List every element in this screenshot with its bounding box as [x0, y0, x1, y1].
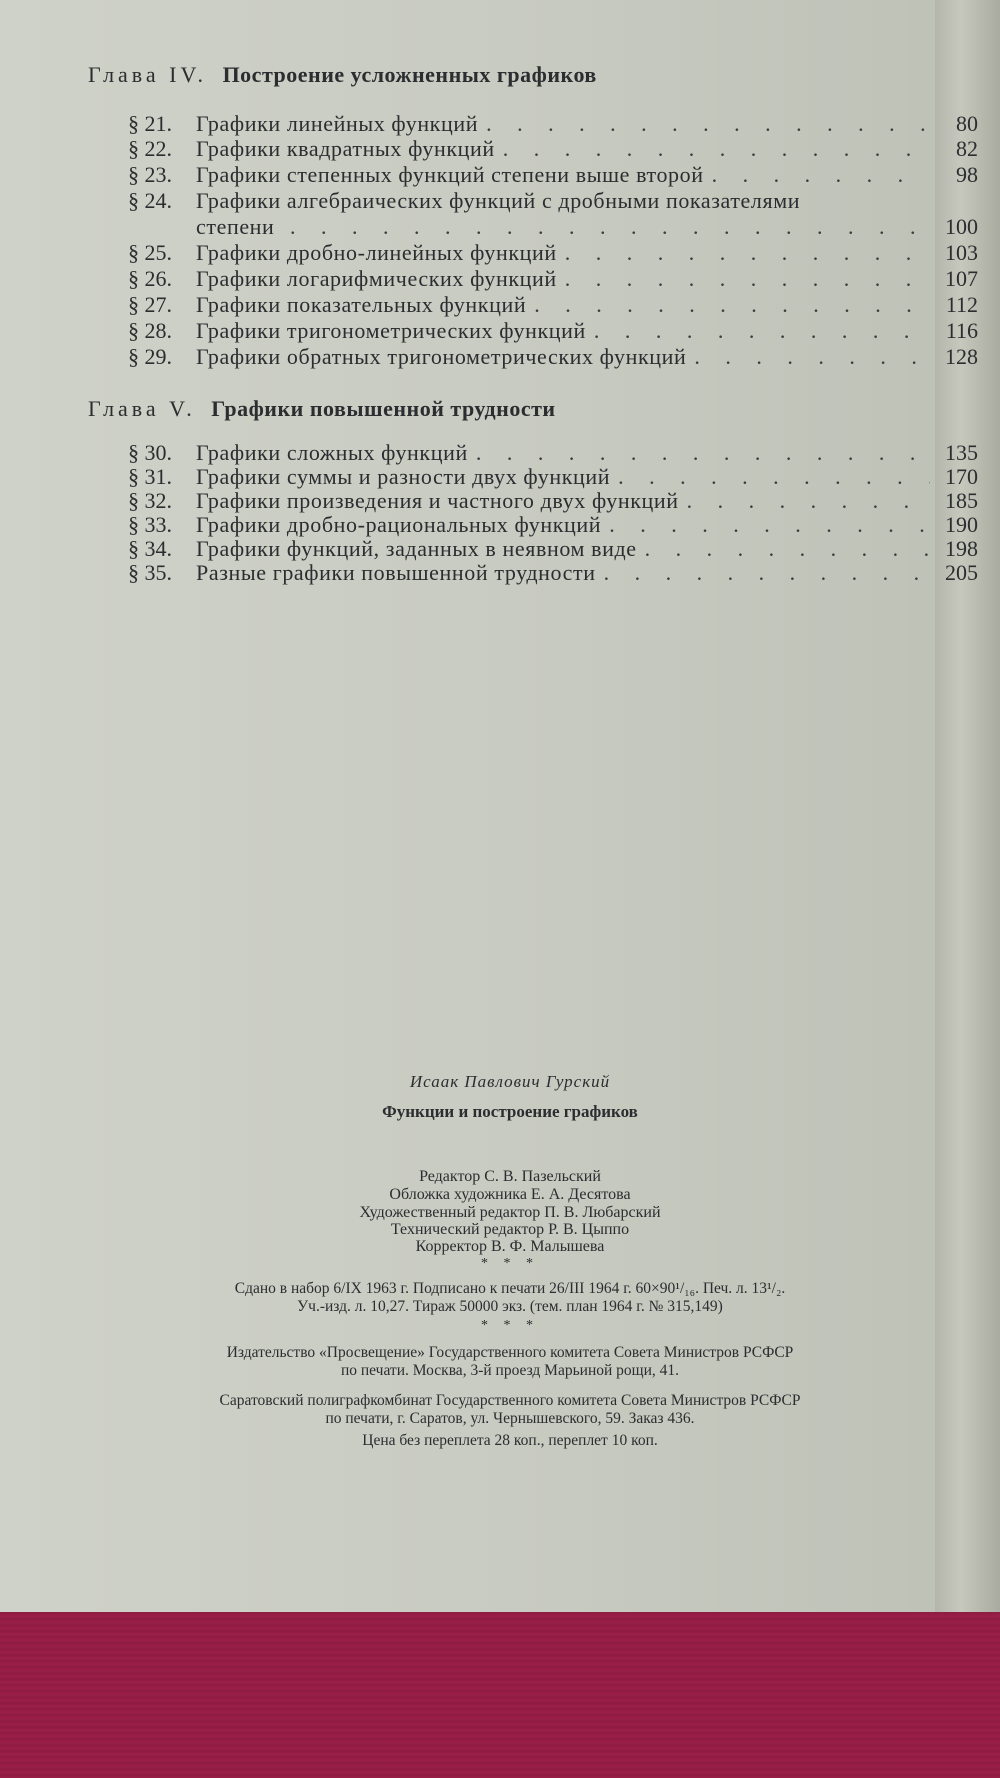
background-fabric	[0, 1612, 1000, 1778]
section-title: Графики обратных тригонометрических функций	[196, 344, 687, 369]
section-number: § 22.	[128, 136, 172, 161]
section-number: § 31.	[128, 464, 172, 489]
section-title: Графики квадратных функций	[196, 136, 495, 161]
section-title: Разные графики повышенной трудности	[196, 560, 596, 585]
printer-line-1: Саратовский полиграфкомбинат Государственного комитета Совета Министров РСФСР	[219, 1392, 801, 1409]
section-number: § 32.	[128, 488, 172, 513]
section-number: § 26.	[128, 266, 172, 291]
page-number: 128	[945, 344, 978, 369]
toc-row	[128, 266, 978, 292]
print-details-1: Сдано в набор 6/IX 1963 г. Подписано к печати 26/III 1964 г. 60×90¹/₁₆. Печ. л. 13¹/₂.	[234, 1280, 786, 1297]
chapter-title: Графики повышенной трудности	[211, 396, 556, 421]
section-title: Графики дробно-линейных функций	[196, 240, 557, 265]
proofreader-credit: Корректор В. Ф. Малышева	[415, 1238, 605, 1255]
page-number: 116	[945, 318, 978, 343]
section-title-continuation: степени	[196, 214, 275, 239]
publisher-line-1: Издательство «Просвещение» Государственного комитета Совета Министров РСФСР	[226, 1344, 794, 1361]
price: Цена без переплета 28 коп., переплет 10 коп.	[362, 1432, 658, 1449]
section-number: § 34.	[128, 536, 172, 561]
toc-row	[128, 560, 978, 586]
toc-row	[128, 111, 978, 137]
chapter-title: Построение усложненных графиков	[222, 62, 597, 87]
section-number: § 21.	[128, 111, 172, 136]
leader-dots	[486, 111, 930, 137]
section-title: Графики линейных функций	[196, 111, 479, 136]
toc-row-continuation	[210, 214, 978, 240]
toc-row	[128, 344, 978, 370]
toc-row	[128, 292, 978, 318]
section-title: Графики функций, заданных в неявном виде	[196, 536, 637, 561]
leader-dots	[712, 162, 930, 188]
chapter-label: Глава IV.	[88, 62, 208, 87]
toc-row	[128, 512, 978, 538]
section-title: Графики показательных функций	[196, 292, 527, 317]
section-title: Графики тригонометрических функций	[196, 318, 586, 343]
publisher-line-2: по печати. Москва, 3-й проезд Марьиной рощи, 41.	[340, 1362, 680, 1379]
chapter-heading-iv	[88, 62, 597, 88]
toc-row	[128, 440, 978, 466]
page-number: 98	[956, 162, 978, 187]
leader-dots	[687, 488, 930, 514]
page-number: 185	[945, 488, 978, 513]
chapter-heading-v	[88, 396, 556, 422]
leader-dots	[503, 136, 930, 162]
section-title: Графики логарифмических функций	[196, 266, 557, 291]
page-number: 198	[945, 536, 978, 561]
section-number: § 33.	[128, 512, 172, 537]
leader-dots	[694, 344, 930, 370]
tech-editor-credit: Технический редактор Р. В. Цыппо	[390, 1221, 630, 1238]
section-number: § 23.	[128, 162, 172, 187]
toc-row	[128, 464, 978, 490]
page-number: 112	[945, 292, 978, 317]
section-number: § 28.	[128, 318, 172, 343]
author-name: Исаак Павлович Гурский	[409, 1072, 611, 1091]
toc-row	[128, 162, 978, 188]
leader-dots	[534, 292, 930, 318]
page-number: 170	[945, 464, 978, 489]
chapter-label: Глава V.	[88, 396, 196, 421]
leader-dots	[645, 536, 930, 562]
leader-dots	[290, 214, 930, 240]
page-number: 205	[945, 560, 978, 585]
section-title: Графики степенных функций степени выше второй	[196, 162, 704, 187]
cover-credit: Обложка художника Е. А. Десятова	[389, 1186, 631, 1203]
toc-row	[128, 240, 978, 266]
section-title: Графики дробно-рациональных функций	[196, 512, 602, 537]
toc-row	[128, 536, 978, 562]
section-title: Графики произведения и частного двух функций	[196, 488, 679, 513]
page-number: 190	[945, 512, 978, 537]
section-number: § 24.	[128, 188, 172, 213]
separator: * * *	[481, 1256, 539, 1271]
leader-dots	[565, 266, 930, 292]
section-title: Графики алгебраических функций с дробными показателями	[196, 188, 801, 213]
section-number: § 25.	[128, 240, 172, 265]
leader-dots	[476, 440, 930, 466]
section-number: § 27.	[128, 292, 172, 317]
page-number: 103	[945, 240, 978, 265]
section-number: § 29.	[128, 344, 172, 369]
leader-dots	[618, 464, 930, 490]
section-number: § 30.	[128, 440, 172, 465]
toc-row	[128, 318, 978, 344]
art-editor-credit: Художественный редактор П. В. Любарский	[359, 1204, 661, 1221]
toc-row	[128, 136, 978, 162]
page-number: 80	[956, 111, 978, 136]
printer-line-2: по печати, г. Саратов, ул. Чернышевского, 59. Заказ 436.	[325, 1410, 695, 1427]
leader-dots	[565, 240, 930, 266]
page-number: 82	[956, 136, 978, 161]
separator: * * *	[481, 1318, 539, 1333]
leader-dots	[594, 318, 930, 344]
book-title: Функции и построение графиков	[382, 1102, 638, 1121]
page-number: 135	[945, 440, 978, 465]
leader-dots	[609, 512, 930, 538]
section-number: § 35.	[128, 560, 172, 585]
print-details-2: Уч.-изд. л. 10,27. Тираж 50000 экз. (тем. план 1964 г. № 315,149)	[297, 1298, 723, 1315]
section-title: Графики суммы и разности двух функций	[196, 464, 611, 489]
page-number: 100	[945, 214, 978, 239]
page-number: 107	[945, 266, 978, 291]
leader-dots	[604, 560, 930, 586]
editor-credit: Редактор С. В. Пазельский	[419, 1168, 601, 1185]
toc-row	[128, 488, 978, 514]
section-title: Графики сложных функций	[196, 440, 468, 465]
